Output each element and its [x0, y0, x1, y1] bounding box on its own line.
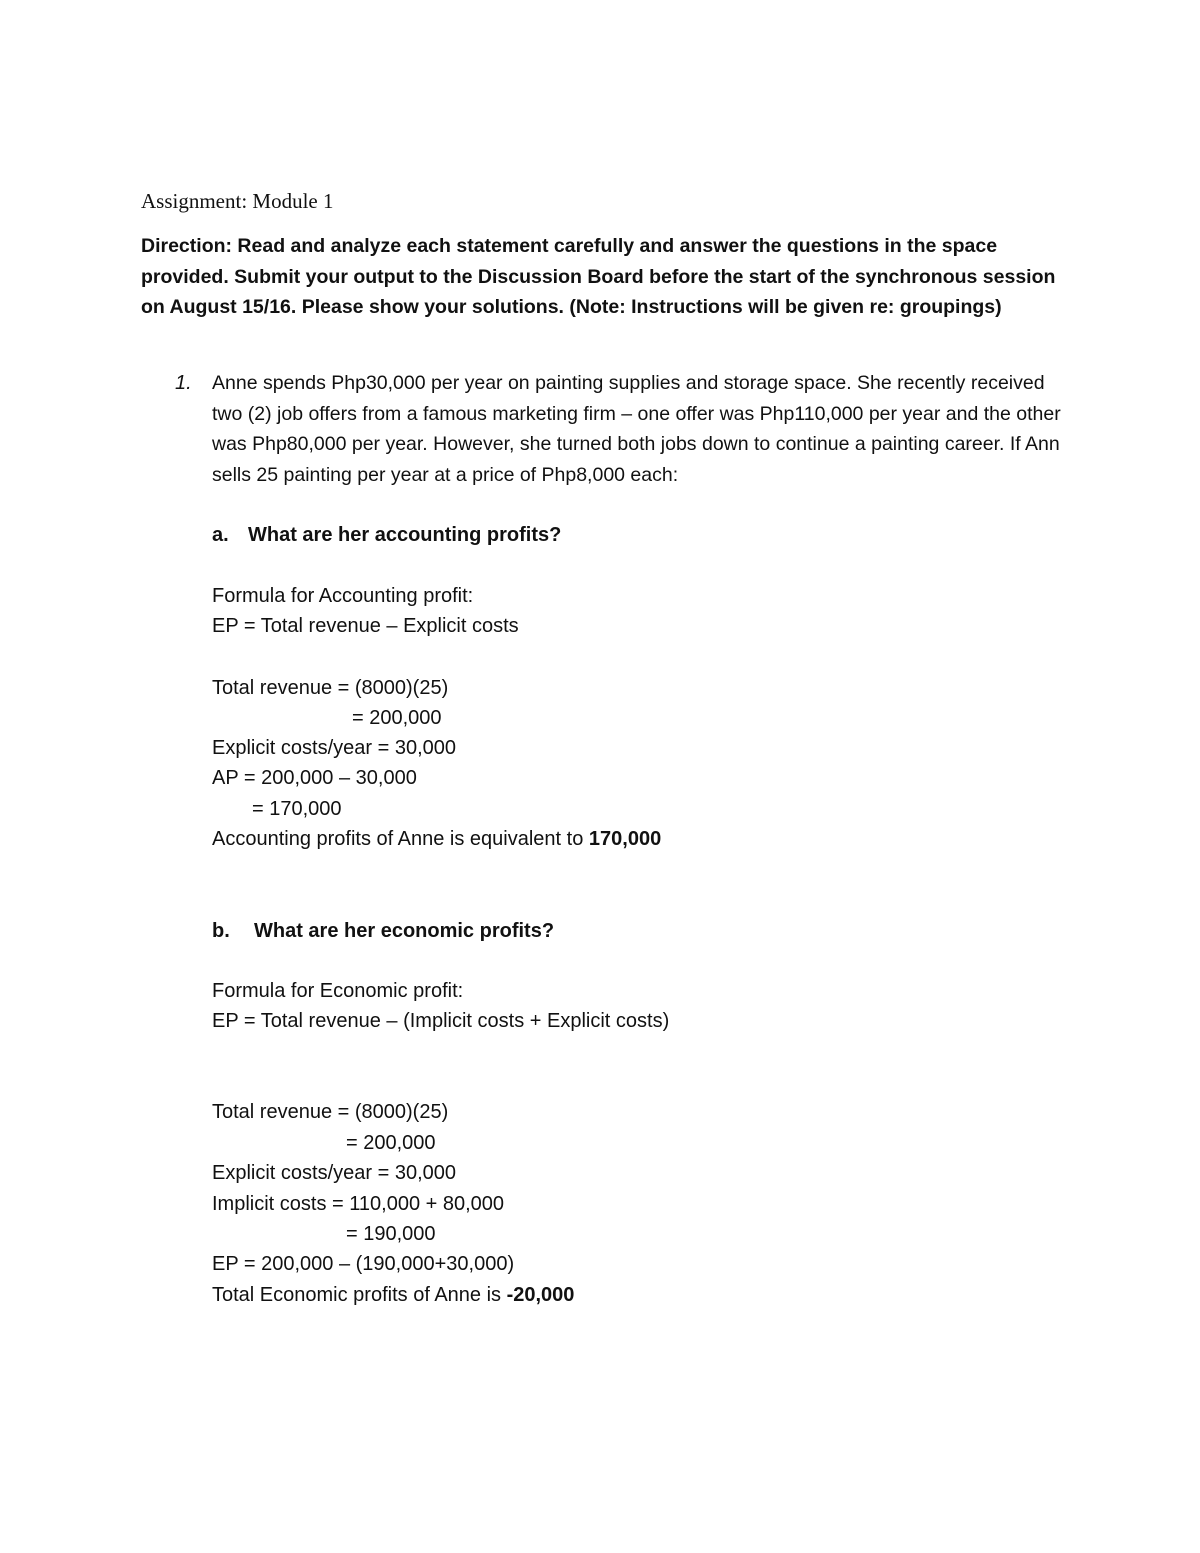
part-a-formula: EP = Total revenue – Explicit costs [212, 615, 519, 637]
assignment-title: Assignment: Module 1 [141, 189, 334, 213]
part-b-letter: b. [212, 920, 230, 942]
part-b-question: What are her economic profits? [254, 920, 555, 942]
part-b-conclusion-value: -20,000 [506, 1284, 575, 1306]
part-b-total-revenue-result: = 200,000 [346, 1132, 436, 1154]
part-b-formula-label: Formula for Economic profit: [212, 980, 464, 1002]
part-b-conclusion-text: Total Economic profits of Anne is [212, 1284, 507, 1306]
part-b-conclusion [212, 1280, 574, 1310]
part-a-conclusion-text: Accounting profits of Anne is equivalent to [212, 828, 589, 850]
part-a-conclusion [212, 824, 661, 854]
part-b-ep-formula: EP = 200,000 – (190,000+30,000) [212, 1253, 515, 1275]
part-b-explicit-costs: Explicit costs/year = 30,000 [212, 1162, 457, 1184]
part-a-ap-result: = 170,000 [252, 798, 342, 820]
part-b-implicit-costs: Implicit costs = 110,000 + 80,000 [212, 1193, 505, 1215]
part-b-formula: EP = Total revenue – (Implicit costs + Explicit costs) [212, 1010, 670, 1032]
part-a-total-revenue: Total revenue = (8000)(25) [212, 677, 449, 699]
part-a-formula-label: Formula for Accounting profit: [212, 585, 474, 607]
part-b-heading [212, 916, 554, 946]
part-a-letter: a. [212, 524, 229, 546]
part-b-total-revenue: Total revenue = (8000)(25) [212, 1101, 449, 1123]
part-b-implicit-costs-result: = 190,000 [346, 1223, 436, 1245]
question-text: Anne spends Php30,000 per year on painting supplies and storage space. She recently received two (2) job offers from a famous marketing firm – one offer was Php110,000 per year and the other was Php80,000 per year. However, she turned both jobs down to continue a painting career. If Ann sells 25 painting per year at a price of Php8,000 each: [212, 372, 1061, 487]
part-a-heading [212, 520, 561, 550]
part-a-ap-formula: AP = 200,000 – 30,000 [212, 767, 417, 789]
part-a-question: What are her accounting profits? [248, 524, 562, 546]
question-number: 1. [175, 372, 192, 394]
part-a-explicit-costs: Explicit costs/year = 30,000 [212, 737, 457, 759]
part-a-conclusion-value: 170,000 [588, 828, 662, 850]
part-a-total-revenue-result: = 200,000 [352, 707, 442, 729]
direction-paragraph: Direction: Read and analyze each statement carefully and answer the questions in the space provided. Submit your output to the Discussion Board before the start of the synchronous session on August 15/16. Please show your solutions. (Note: Instructions will be given re: groupings) [141, 235, 1056, 318]
